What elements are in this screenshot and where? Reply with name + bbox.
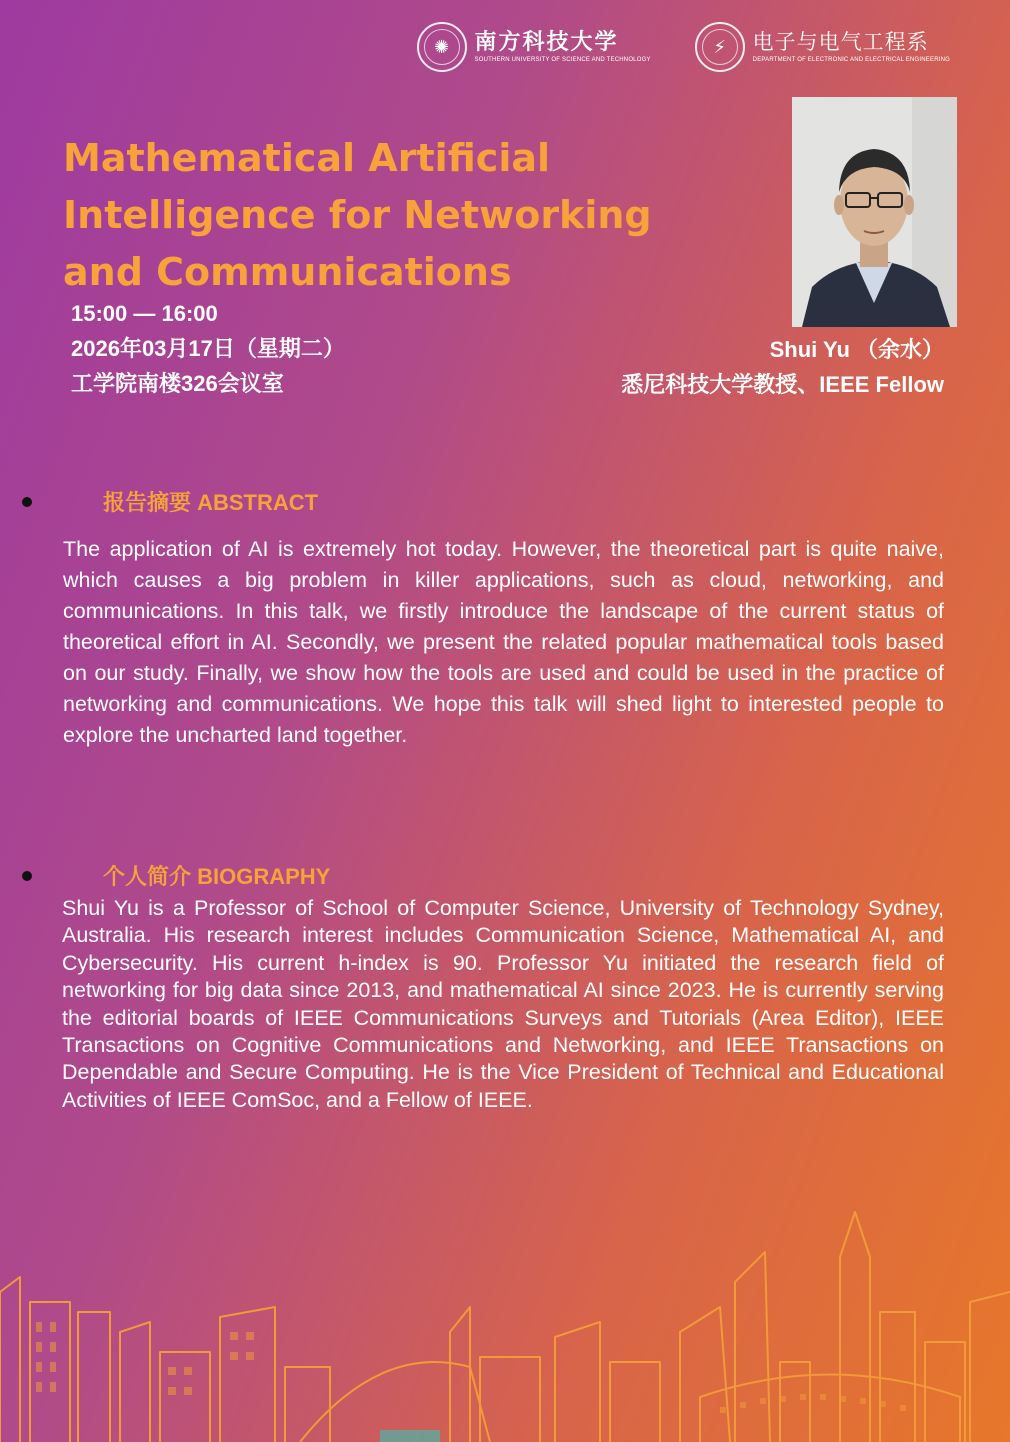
sustech-name-cn: 南方科技大学 xyxy=(474,29,619,55)
event-time: 15:00 — 16:00 xyxy=(71,301,218,326)
speaker-affiliation: 悉尼科技大学教授、IEEE Fellow xyxy=(621,372,944,397)
speaker-portrait-image xyxy=(792,97,957,327)
sustech-seal-icon: ✺ xyxy=(417,22,467,72)
event-location: 工学院南楼326会议室 xyxy=(71,371,284,396)
dept-name-cn: 电子与电气工程系 xyxy=(752,29,929,54)
event-details xyxy=(71,296,345,401)
bullet-icon xyxy=(22,871,32,881)
event-title: Mathematical Artificial Intelligence for Networking and Communications xyxy=(63,136,652,294)
abstract-heading: 报告摘要 ABSTRACT xyxy=(103,490,319,515)
sustech-logo xyxy=(417,22,651,72)
event-date: 2026年03月17日（星期二） xyxy=(71,336,345,361)
biography-text: Shui Yu is a Professor of School of Computer Science, University of Technology Sydney, Australia. His research interest includes Communication Science, Mathematical AI, and Cybersecurity. His current h-index is 90. Professor Yu initiated the research field of networking for big data since 2013, and mathematical AI since 2023. He is currently serving the editorial boards of IEEE Communications Surveys and Tutorials (Area Editor), IEEE Transactions on Cognitive Communications and Networking, and IEEE Transactions on Dependable and Secure Computing. He is the Vice President of Technical and Educational Activities of IEEE ComSoc, and a Fellow of IEEE. xyxy=(62,896,944,1112)
dept-logo xyxy=(695,22,950,72)
sustech-name-en: SOUTHERN UNIVERSITY OF SCIENCE AND TECHNOLOGY xyxy=(474,57,651,63)
dept-name-en: DEPARTMENT OF ELECTRONIC AND ELECTRICAL ENGINEERING xyxy=(752,56,950,63)
abstract-heading-row xyxy=(22,486,318,517)
speaker-name: Shui Yu （余水） xyxy=(769,337,944,362)
abstract-text: The application of AI is extremely hot today. However, the theoretical part is quite naive, which causes a big problem in killer applications, such as cloud, networking, and communications. In this talk, we firstly introduce the landscape of the current status of theoretical effort in AI. Secondly, we present the related popular mathematical tools based on our study. Finally, we show how the tools are used and could be used in the practice of networking and communications. We hope this talk will shed light to interested people to explore the uncharted land together. xyxy=(63,537,944,747)
speaker-info xyxy=(621,332,944,402)
bullet-icon xyxy=(22,497,32,507)
speaker-photo xyxy=(792,97,957,327)
city-skyline-decoration xyxy=(0,1192,1010,1442)
header-logos xyxy=(417,22,950,72)
biography-heading-row xyxy=(22,860,330,891)
biography-heading: 个人简介 BIOGRAPHY xyxy=(103,864,331,889)
dept-seal-icon: ⚡ xyxy=(695,22,745,72)
